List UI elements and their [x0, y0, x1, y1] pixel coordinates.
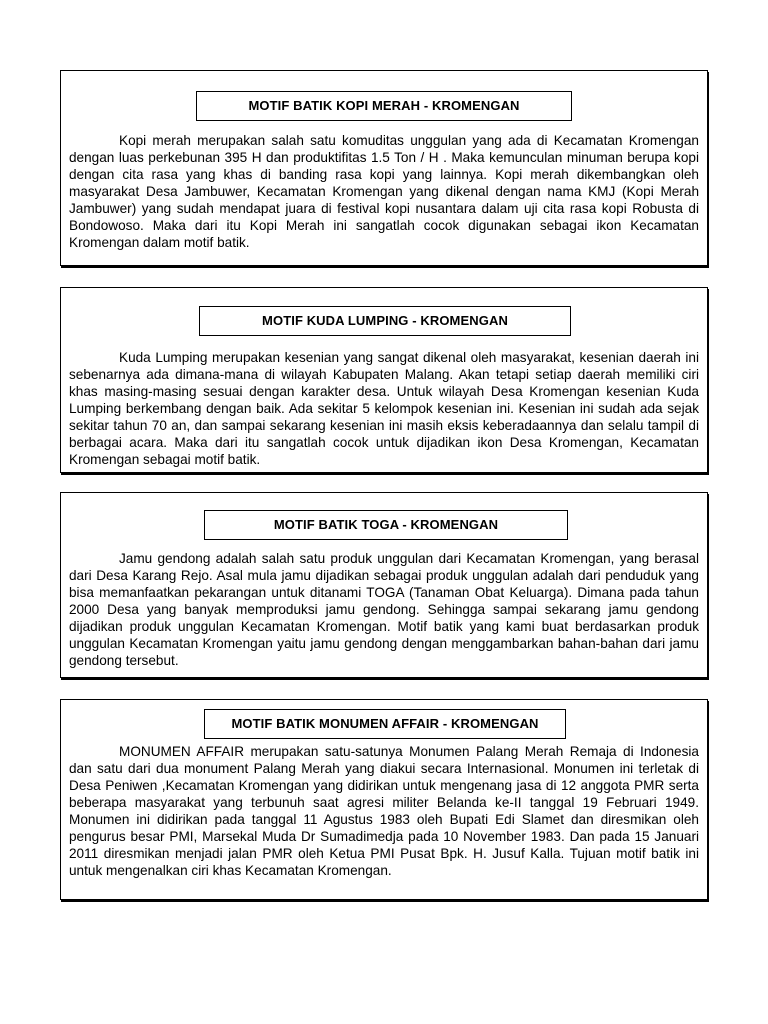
section-title-toga: MOTIF BATIK TOGA - KROMENGAN [204, 510, 568, 540]
section-kopi-merah [60, 70, 708, 266]
section-body-toga: Jamu gendong adalah salah satu produk unggulan dari Kecamatan Kromengan, yang berasal dari Desa Karang Rejo. Asal mula jamu dijadikan sebagai produk unggulan adalah dari penduduk yang bisa memanfaatkan pekarangan untuk ditanami TOGA (Tanaman Obat Keluarga). Dimana pada tahun 2000 Desa yang banyak memproduksi jamu gendong. Sehingga sampai sekarang jamu gendong dijadikan produk unggulan Kecamatan Kromengan. Motif batik yang kami buat berdasarkan produk unggulan Kecamatan Kromengan yaitu jamu gendong dengan menggambarkan bahan-bahan dari jamu gendong tersebut. [69, 551, 699, 668]
section-title-kopi-merah: MOTIF BATIK KOPI MERAH - KROMENGAN [196, 91, 572, 121]
section-title-monumen-affair: MOTIF BATIK MONUMEN AFFAIR - KROMENGAN [204, 709, 566, 739]
section-toga [60, 492, 708, 678]
section-body-monumen-affair: MONUMEN AFFAIR merupakan satu-satunya Monumen Palang Merah Remaja di Indonesia dan satu dari dua monument Palang Merah yang diakui secara Internasional. Monumen ini terletak di Desa Peniwen ,Kecamatan Kromengan yang didirikan untuk mengenang jasa di 12 anggota PMR serta beberapa masyarakat yang terbunuh saat agresi militer Belanda ke-II tanggal 19 Februari 1949. Monumen ini didirikan pada tanggal 11 Agustus 1983 oleh Bupati Edi Slamet dan diresmikan oleh pengurus besar PMI, Marsekal Muda Dr Sumadimedja pada 10 November 1983. Dan pada 15 Januari 2011 diresmikan menjadi jalan PMR oleh Ketua PMI Pusat Bpk. H. Jusuf Kalla. Tujuan motif batik ini untuk mengenalkan ciri khas Kecamatan Kromengan. [69, 744, 699, 878]
section-body-kopi-merah: Kopi merah merupakan salah satu komuditas unggulan yang ada di Kecamatan Kromengan dengan luas perkebunan 395 H dan produktifitas 1.5 Ton / H . Maka kemunculan minuman berupa kopi dengan cita rasa yang khas di banding rasa kopi yang lainnya. Kopi merah dikembangkan oleh masyarakat Desa Jambuwer, Kecamatan Kromengan yang dikenal dengan nama KMJ (Kopi Merah Jambuwer) yang sudah mendapat juara di festival kopi nusantara dalam uji cita rasa kopi Robusta di Bondowoso. Maka dari itu Kopi Merah ini sangatlah cocok digunakan sebagai ikon Kecamatan Kromengan dalam motif batik. [69, 133, 699, 250]
section-title-kuda-lumping: MOTIF KUDA LUMPING - KROMENGAN [199, 306, 571, 336]
section-monumen-affair [60, 699, 708, 900]
section-body-kuda-lumping: Kuda Lumping merupakan kesenian yang sangat dikenal oleh masyarakat, kesenian daerah ini sebenarnya ada dimana-mana di wilayah Kabupaten Malang. Akan tetapi setiap daerah memiliki ciri khas masing-masing sesuai dengan karakter desa. Untuk wilayah Desa Kromengan kesenian Kuda Lumping berkembang dengan baik. Ada sekitar 5 kelompok kesenian ini. Kesenian ini sudah ada sejak sekitar tahun 70 an, dan sampai sekarang kesenian ini masih eksis keberadaannya dan selalu tampil di berbagai acara. Maka dari itu sangatlah cocok untuk dijadikan ikon Desa Kromengan, Kecamatan Kromengan sebagai motif batik. [69, 350, 699, 467]
section-kuda-lumping [60, 287, 708, 473]
